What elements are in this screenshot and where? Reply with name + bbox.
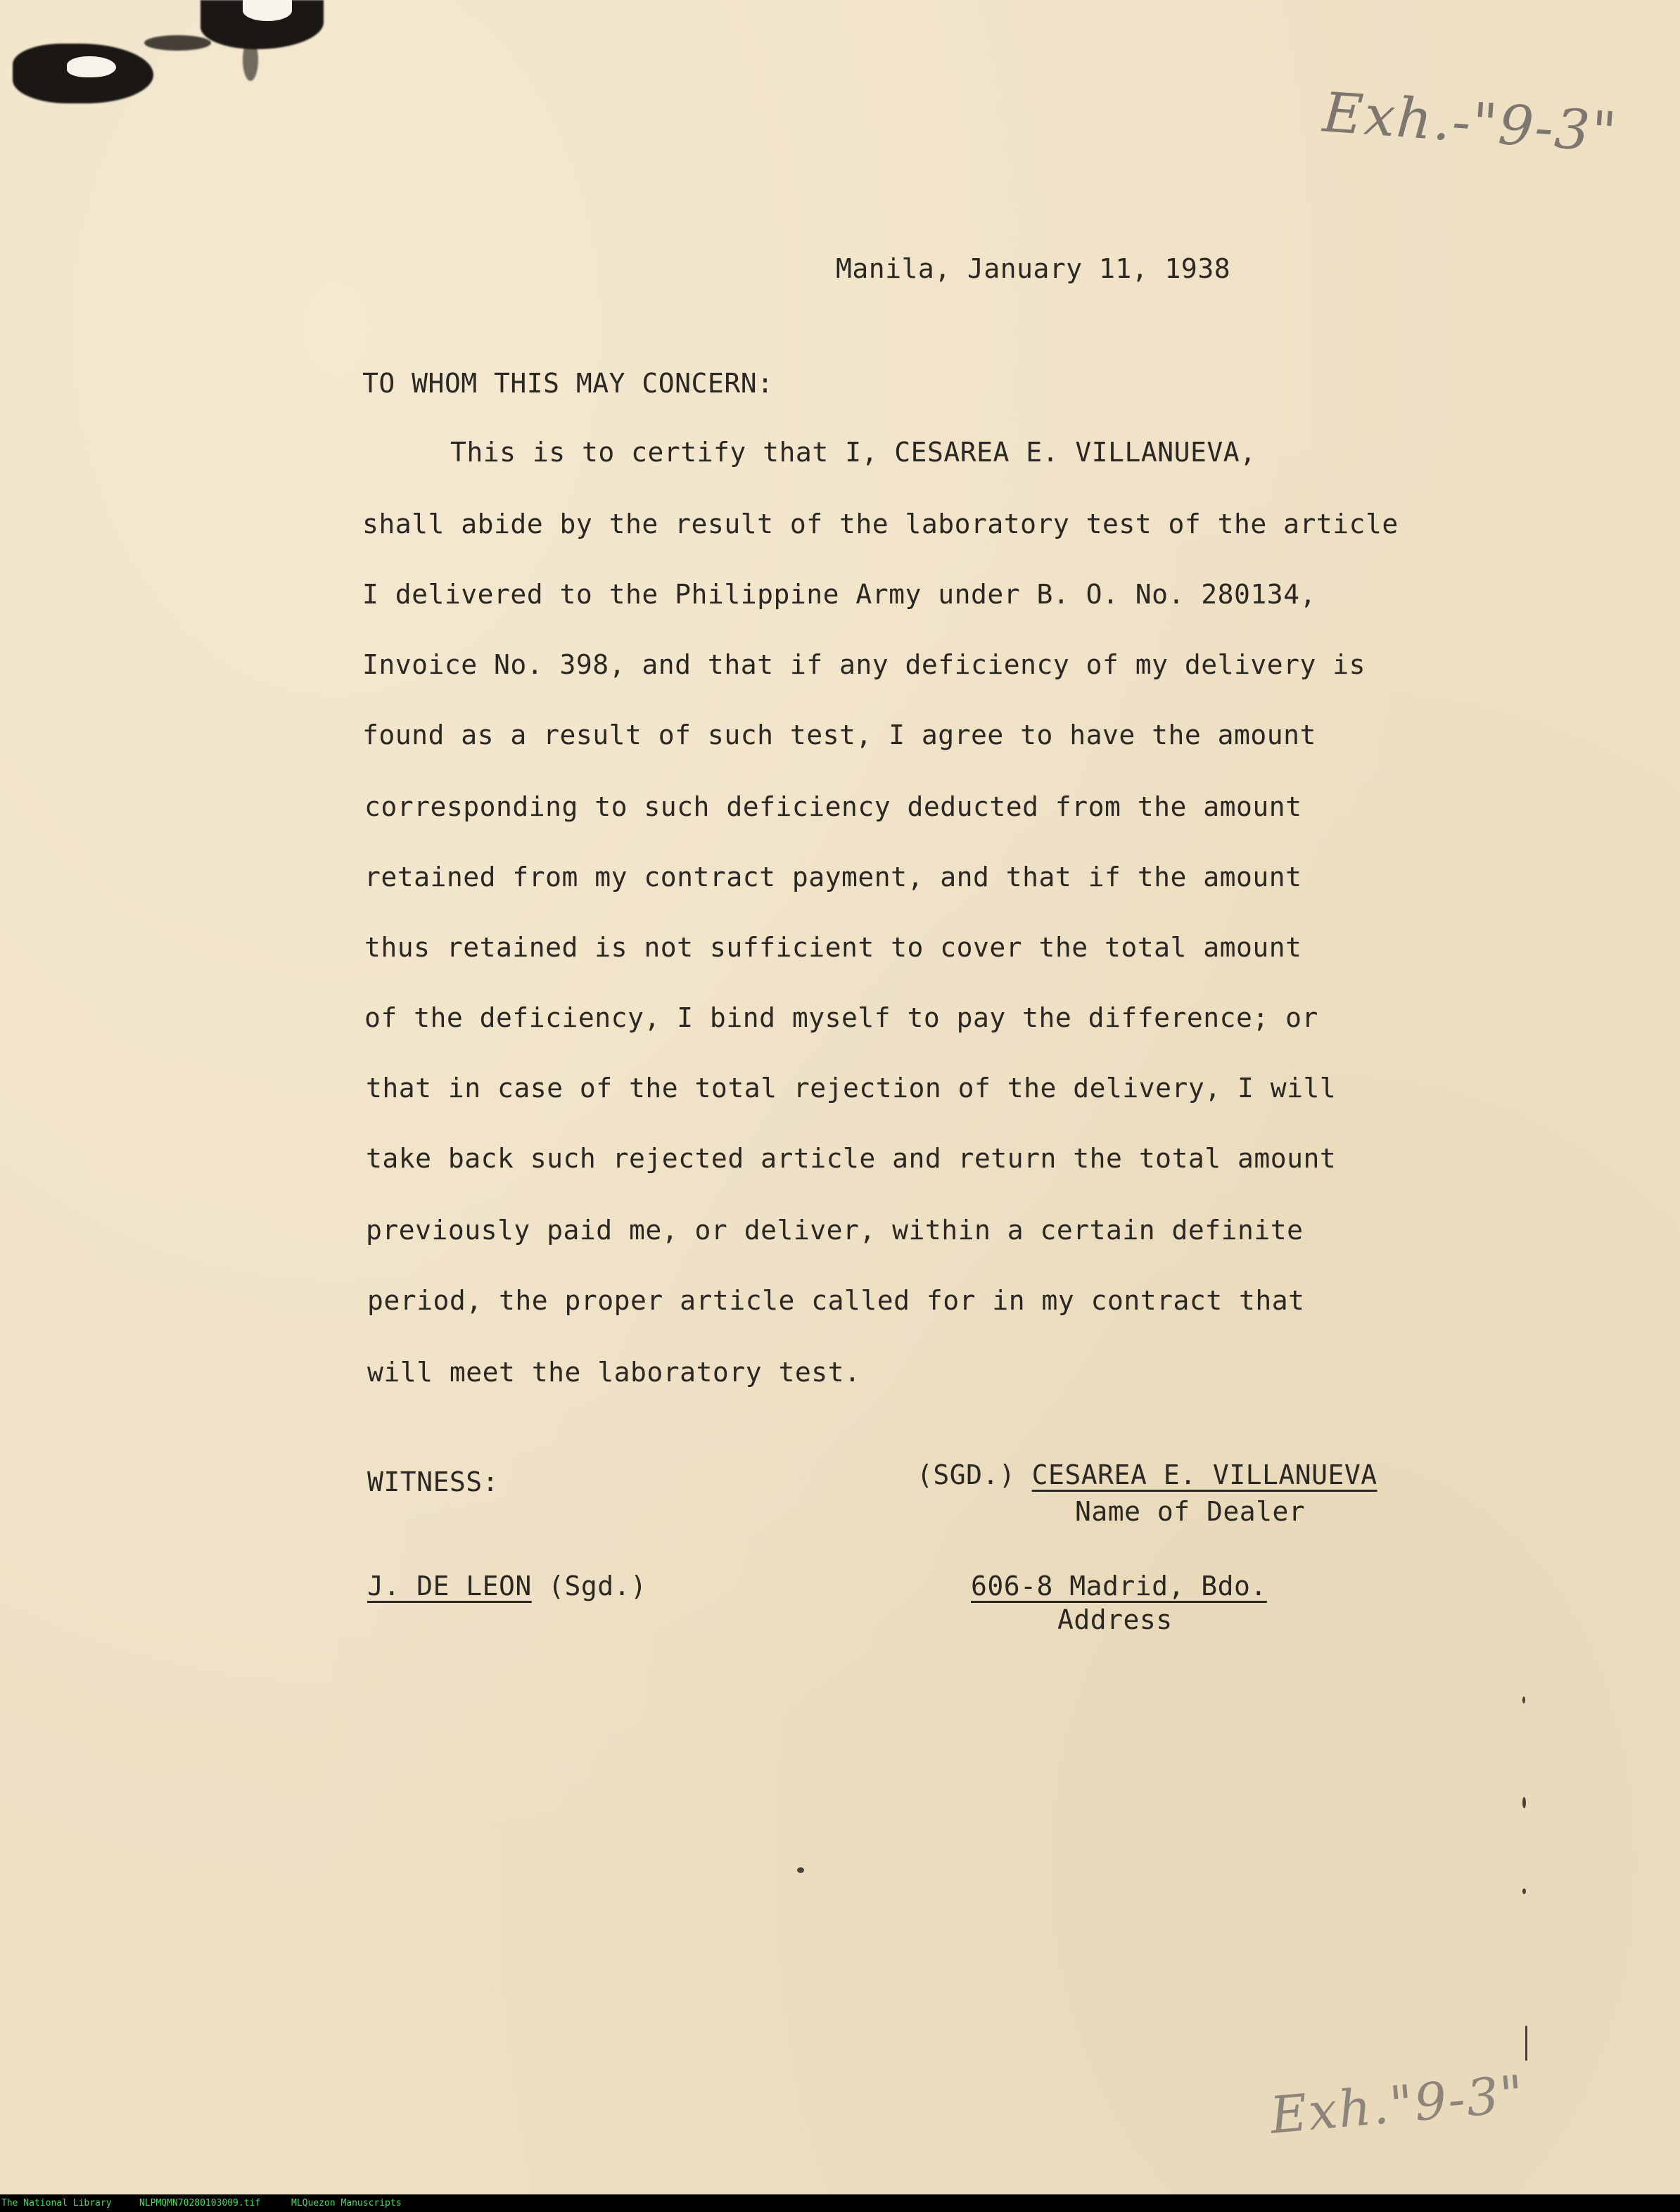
body-line: previously paid me, or deliver, within a certain definite bbox=[366, 1215, 1304, 1246]
body-line: period, the proper article called for in my contract that bbox=[367, 1285, 1305, 1316]
burn-hole bbox=[243, 0, 292, 21]
witness-signature bbox=[367, 1571, 647, 1602]
body-line: will meet the laboratory test. bbox=[367, 1357, 861, 1388]
burn-mark bbox=[144, 35, 211, 51]
body-line: take back such rejected article and return the total amount bbox=[366, 1143, 1337, 1174]
footer-collection: MLQuezon Manuscripts bbox=[291, 2198, 402, 2208]
address-caption: Address bbox=[1057, 1604, 1173, 1635]
body-line: corresponding to such deficiency deducted from the amount bbox=[364, 791, 1302, 822]
dealer-sgd-prefix: (SGD.) bbox=[917, 1459, 1016, 1490]
burn-hole bbox=[67, 56, 116, 77]
body-line: This is to certify that I, CESAREA E. VILLANUEVA, bbox=[450, 437, 1256, 468]
body-line: found as a result of such test, I agree to have the amount bbox=[362, 720, 1316, 750]
dealer-name: CESAREA E. VILLANUEVA bbox=[1031, 1459, 1377, 1490]
witness-name: J. DE LEON bbox=[367, 1571, 532, 1602]
salutation: TO WHOM THIS MAY CONCERN: bbox=[362, 368, 774, 399]
paper-speck bbox=[1522, 1696, 1525, 1703]
footer-file: NLPMQMN70280103009.tif bbox=[139, 2198, 261, 2208]
body-line: I delivered to the Philippine Army under B. O. No. 280134, bbox=[362, 579, 1316, 610]
body-line: that in case of the total rejection of the delivery, I will bbox=[366, 1073, 1337, 1104]
handwritten-annotation-bottom: Exh."9-3" bbox=[1268, 2064, 1527, 2145]
burn-mark bbox=[243, 39, 258, 81]
date-line: Manila, January 11, 1938 bbox=[836, 253, 1231, 284]
body-line: Invoice No. 398, and that if any deficiency of my delivery is bbox=[362, 649, 1366, 680]
witness-sgd-suffix: (Sgd.) bbox=[548, 1571, 647, 1602]
scan-footer bbox=[0, 2194, 1680, 2212]
body-line: of the deficiency, I bind myself to pay the difference; or bbox=[364, 1002, 1318, 1033]
dealer-signature bbox=[917, 1459, 1377, 1490]
paper-speck bbox=[797, 1867, 804, 1873]
dealer-name-caption: Name of Dealer bbox=[1075, 1496, 1306, 1527]
body-line: thus retained is not sufficient to cover the total amount bbox=[364, 932, 1302, 963]
paper-speck bbox=[1522, 1888, 1526, 1894]
footer-library: The National Library bbox=[1, 2198, 112, 2208]
body-line: shall abide by the result of the laboratory test of the article bbox=[362, 509, 1399, 539]
body-line: retained from my contract payment, and that if the amount bbox=[364, 862, 1302, 893]
paper-speck bbox=[1522, 1797, 1526, 1808]
witness-label: WITNESS: bbox=[367, 1466, 499, 1497]
dealer-address: 606-8 Madrid, Bdo. bbox=[971, 1571, 1267, 1602]
handwritten-annotation-top: Exh.-"9-3" bbox=[1321, 81, 1620, 165]
paper-speck bbox=[1525, 2026, 1527, 2061]
